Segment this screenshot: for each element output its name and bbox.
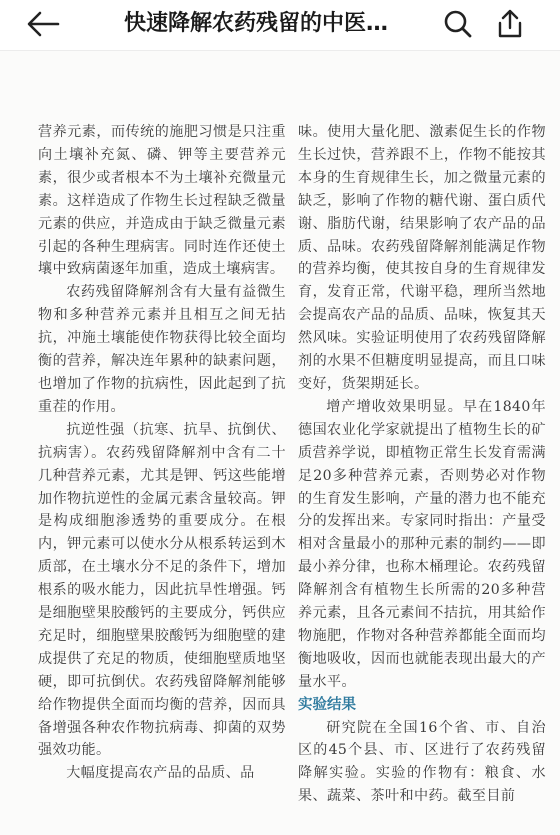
paragraph: 研究院在全国16个省、市、自治区的45个县、市、区进行了农药残留降解实验。实验的作物有：粮食、水果、蔬菜、茶叶和中药。截至目前 bbox=[298, 719, 546, 805]
search-icon[interactable] bbox=[442, 8, 474, 40]
article-right-column bbox=[298, 121, 546, 808]
paragraph: 抗逆性强（抗寒、抗旱、抗倒伏、抗病害）。农药残留降解剂中含有二十几种营养元素，尤其是钾、钙这些能增加作物抗逆性的金属元素含量较高。钾是构成细胞渗透势的重要成分。在根内，钾元素可以使水分从根系转运到木质部，在土壤水分不足的条件下，增加根系的吸水能力，因此抗旱性增强。钙是细胞壁果胶酸钙的主要成分，钙供应充足时，细胞壁果胶酸钙为细胞壁的建成提供了充足的物质，使细胞壁质地坚硬，即可抗倒伏。农药残留降解剂能够给作物提供全面而均衡的营养，因而具备增强各种农作物抗病毒、抑菌的双势强效功能。 bbox=[38, 421, 286, 759]
top-navigation-bar bbox=[0, 0, 560, 51]
back-arrow-icon[interactable] bbox=[24, 9, 64, 39]
article-scan-image bbox=[0, 51, 560, 835]
page-title: 快速降解农药残留的中医… bbox=[124, 11, 389, 36]
paragraph: 大幅度提高农产品的品质、品 bbox=[66, 765, 255, 782]
article-left-column bbox=[38, 121, 286, 785]
paragraph: 农药残留降解剂含有大量有益微生物和多种营养元素并且相互之间无拈抗，冲施土壤能使作物获得比较全面均衡的营养，解决连年累种的缺素问题，也增加了作物的抗病性，因此起到了抗重茬的作用。 bbox=[38, 284, 286, 415]
section-heading: 实验结果 bbox=[298, 696, 356, 713]
paragraph: 味。使用大量化肥、激素促生长的作物生长过快，营养跟不上，作物不能按其本身的生育规律生长，加之微量元素的缺乏，影响了作物的糖代谢、蛋白质代谢、脂肪代谢，结果影响了农产品的品质、品味。农药残留降解剂能满足作物的营养均衡，使其按自身的生育规律发育，发育正常，代谢平稳，理所当然地会提高农产品的品质、品味，恢复其天然风味。实验证明使用了农药残留降解剂的水果不但糖度明显提高，而且口味变好，货架期延长。 bbox=[298, 124, 546, 392]
paragraph: 营养元素，而传统的施肥习惯是只注重向土壤补充氮、磷、钾等主要营养元素，很少或者根本不为土壤补充微量元素。这样造成了作物生长过程缺乏微量元素的供应，并造成由于缺乏微量元素引起的各种生理病害。同时连作还使土壤中致病菌逐年加重，造成土壤病害。 bbox=[38, 124, 286, 278]
paragraph: 增产增收效果明显。早在1840年德国农业化学家就提出了植物生长的矿质营养学说，即植物正常生长发育需满足20多种营养元素，否则势必对作物的生育发生影响，产量的潜力也不能充分的发挥出来。专家同时指出：产量受相对含量最小的那种元素的制约——即最小养分律，也称木桶理论。农药残留降解剂含有植物生长所需的20多种营养元素，且各元素间不拮抗，用其給作物施肥，作物对各种营养都能全面而均衡地吸收，因而也就能表现出最大的产量水平。 bbox=[298, 398, 546, 690]
share-icon[interactable] bbox=[494, 8, 526, 40]
